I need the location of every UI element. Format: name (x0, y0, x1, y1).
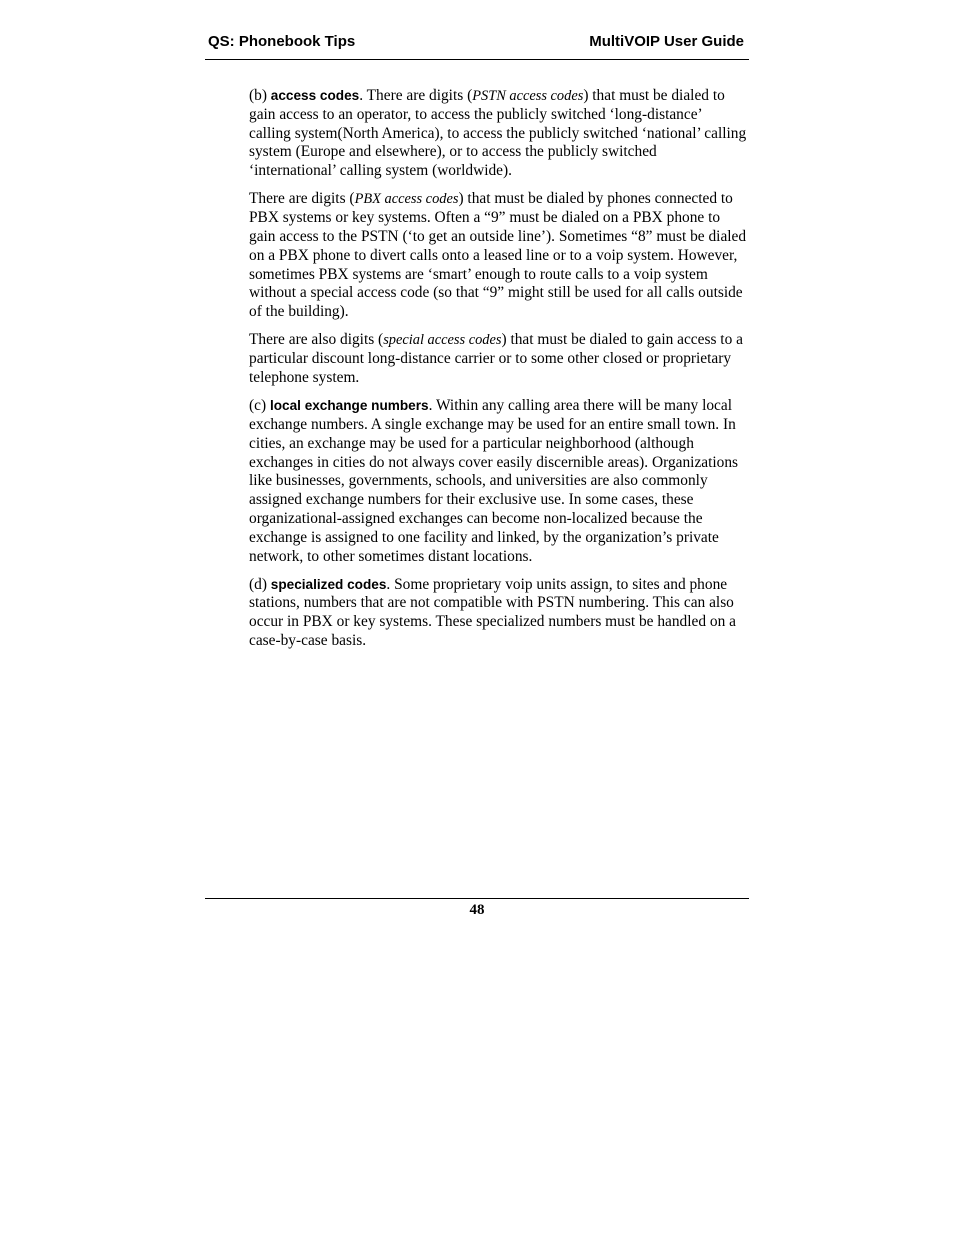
term-access-codes: access codes (270, 88, 360, 103)
header-section-title: QS: Phonebook Tips (208, 33, 356, 50)
term-specialized-codes: specialized codes (270, 576, 387, 592)
paragraph-text: There are also digits ( (249, 331, 384, 349)
italic-term: special access codes (383, 332, 502, 349)
page-number: 48 (469, 902, 485, 918)
paragraph-text: . Within any calling area there will be many local exchange numbers. A single exchange may be used for an entire small town. In cities, an exchange may be used for a particular neighborhood (although exchanges in cities do not always cover easily discernible areas). Organizations like businesses, governments, schools, and universities are also commonly assigned exchange numbers for their exclusive use. In some cases, these organizational-assigned exchanges can become non-localized because the exchange is assigned to one facility and linked, by the organization’s private network, to other sometimes distant locations. (249, 397, 739, 565)
paragraph-text: . Some proprietary voip units assign, to sites and phone stations, numbers that are not compatible with PSTN numbering. This can also occur in PBX or key systems. These specialized numbers must be handled on a case-by-case basis. (249, 575, 736, 650)
paragraph-pbx-codes (249, 190, 747, 322)
term-local-exchange-numbers: local exchange numbers (269, 398, 429, 414)
italic-term: PBX access codes (354, 191, 459, 208)
page-header (206, 33, 744, 53)
paragraph-text: There are digits ( (249, 190, 355, 208)
body-text (249, 87, 747, 660)
footer-rule (205, 898, 749, 899)
paragraph-local-exchange (249, 397, 747, 566)
item-prefix: (c) (249, 397, 270, 415)
italic-term: PSTN access codes (472, 88, 584, 104)
header-document-title: MultiVOIP User Guide (589, 33, 744, 50)
paragraph-text: . There are digits ( (359, 87, 473, 104)
header-rule (205, 59, 749, 60)
paragraph-text: ) that must be dialed by phones connected to PBX systems or key systems. Often a “9” must be dialed on a PBX phone to gain access to the PSTN (‘to get an outside line’). Sometimes “8” must be dialed on a PBX phone to divert calls onto a leased line or to a voip system. However, sometimes PBX systems are ‘smart’ enough to route calls to a voip system without a special access code (so that “9” might still be used for all calls outside of the building). (249, 190, 747, 321)
item-prefix: (b) (249, 87, 271, 104)
paragraph-text: ) that must be dialed to gain access to a particular discount long-distance carrier or to some other closed or proprietary telephone system. (249, 331, 743, 386)
paragraph-access-codes (249, 87, 747, 181)
item-prefix: (d) (249, 575, 271, 593)
paragraph-specialized-codes (249, 576, 747, 651)
paragraph-special-codes (249, 331, 747, 387)
paragraph-text: ) that must be dialed to gain access to an operator, to access the publicly switched ‘long-distance’ calling system(North America), to access the publicly switched ‘national’ calling system (Europe and elsewhere), or to access the publicly switched ‘international’ calling system (worldwide). (249, 87, 747, 180)
